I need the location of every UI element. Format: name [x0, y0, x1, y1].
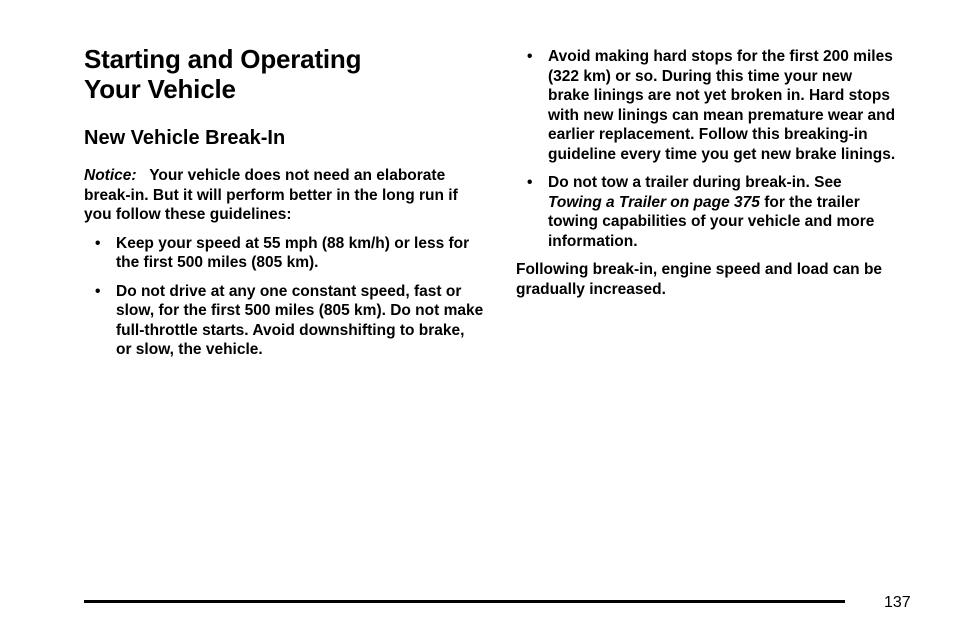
cross-reference-link[interactable]: Towing a Trailer on page 375: [548, 193, 760, 211]
right-bullet-list: [516, 47, 896, 251]
bullet-text: Avoid making hard stops for the first 200 miles (322 km) or so. During this time your new brake linings are not yet broken in. Hard stops with new linings can mean premature wear and earlier replacement. Follow this breaking-in guideline every time you get new brake linings.: [548, 48, 896, 163]
notice-paragraph: [84, 166, 484, 225]
bullet-icon: •: [527, 174, 533, 191]
bullet-icon: •: [95, 234, 101, 252]
right-column: [516, 47, 896, 308]
list-item: [84, 282, 484, 360]
notice-text: Your vehicle does not need an elaborate break-in. But it will perform better in the long run if you follow these guidelines:: [84, 167, 458, 223]
page-number: 137: [884, 594, 911, 611]
page-title-line-2: Your Vehicle: [84, 74, 236, 104]
left-bullet-list: [84, 234, 484, 360]
bullet-icon: •: [527, 48, 533, 65]
bullet-text: Keep your speed at 55 mph (88 km/h) or less for the first 500 miles (805 km).: [116, 234, 470, 271]
list-item: [516, 47, 896, 164]
closing-paragraph: Following break-in, engine speed and load can be gradually increased.: [516, 261, 883, 298]
bullet-text-before: Do not tow a trailer during break-in. See: [548, 174, 842, 191]
section-heading: New Vehicle Break-In: [84, 127, 286, 149]
bullet-icon: •: [95, 282, 101, 300]
left-column: [84, 166, 484, 369]
bullet-text-after: for the trailer towing capabilities of your vehicle and more information.: [548, 193, 875, 250]
notice-label: Notice:: [84, 167, 137, 184]
page-title-line-1: Starting and Operating: [84, 44, 362, 74]
page-title: [84, 44, 361, 104]
list-item: [516, 173, 896, 251]
footer-rule: [84, 600, 845, 603]
list-item: [84, 234, 484, 273]
bullet-text: Do not drive at any one constant speed, fast or slow, for the first 500 miles (805 km). Do not make full-throttle starts. Avoid downshifting to brake, or slow, the vehicle.: [116, 282, 484, 358]
